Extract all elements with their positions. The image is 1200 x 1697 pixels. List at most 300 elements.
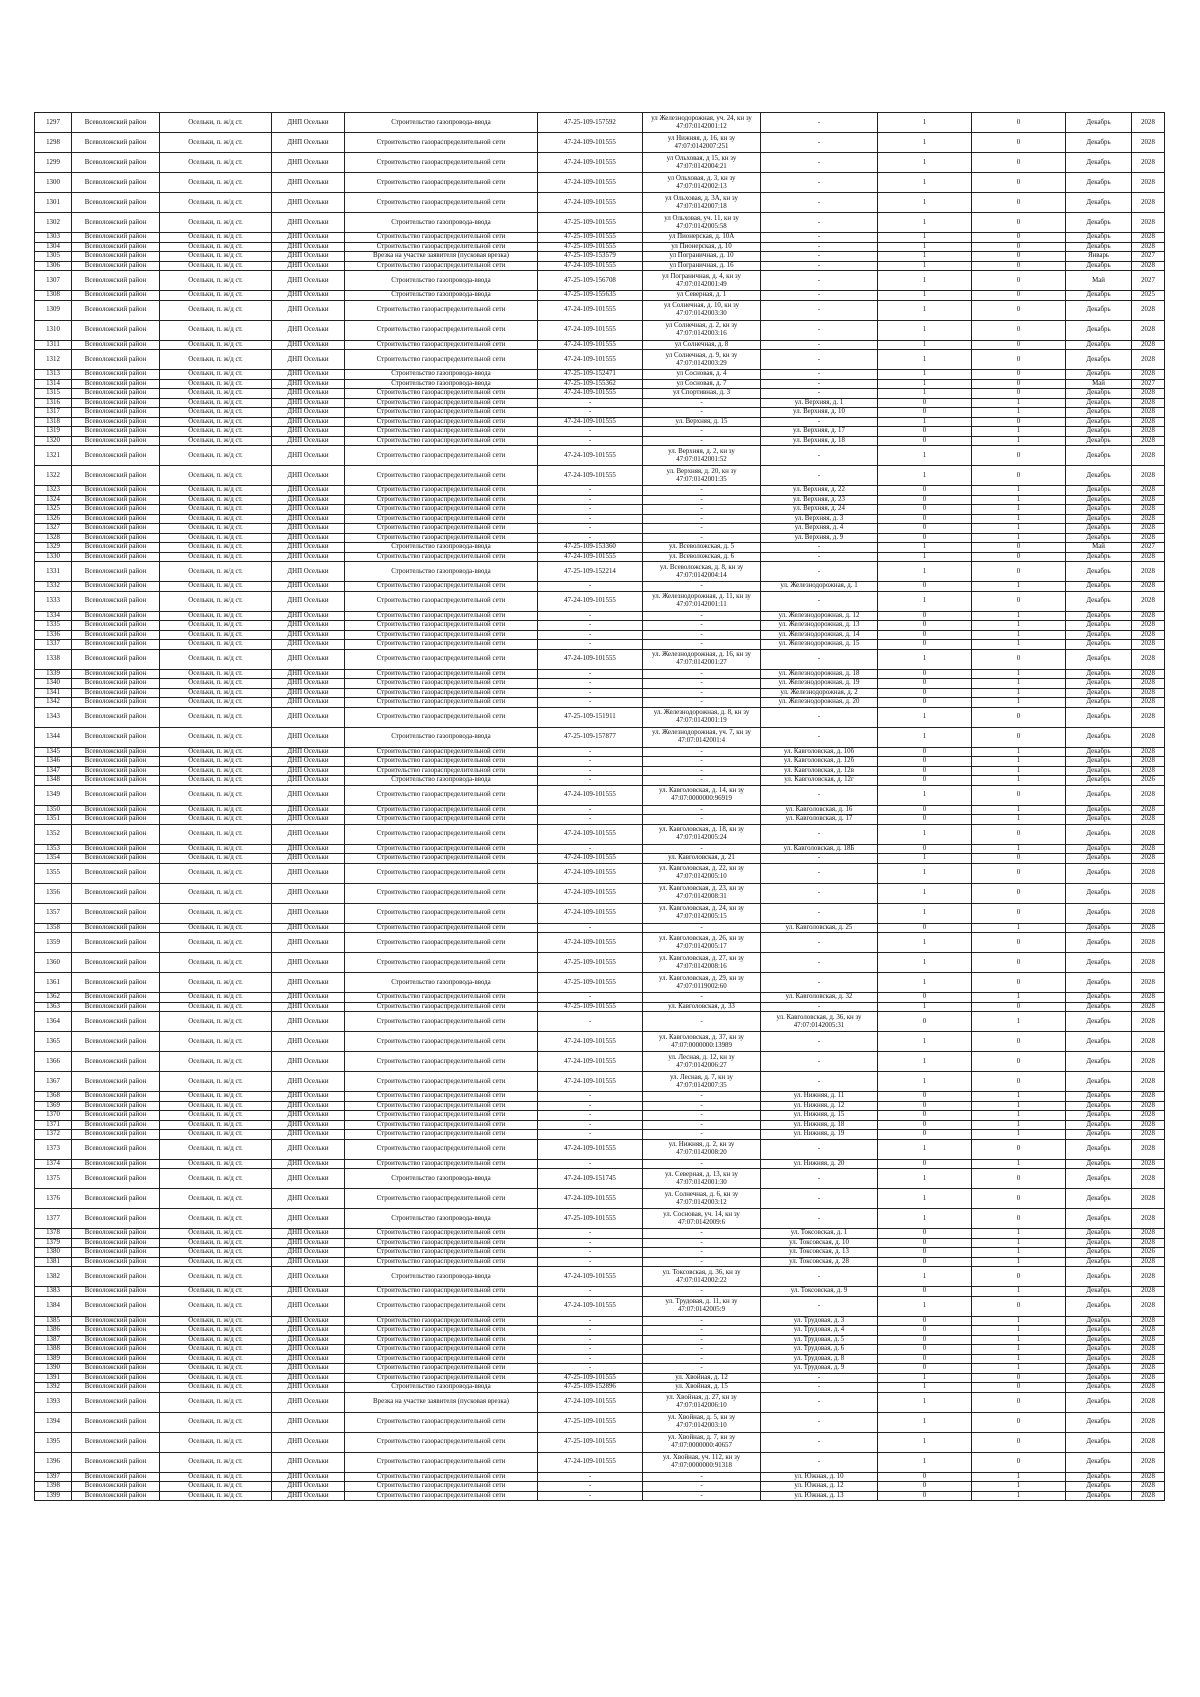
pending-address-cell: - xyxy=(761,261,878,271)
organization-cell: ДНП Осельки xyxy=(272,1139,345,1159)
year-cell: 2028 xyxy=(1132,1101,1165,1111)
row-number-cell: 1334 xyxy=(35,611,72,621)
connected-count-cell: 1 xyxy=(878,1373,972,1383)
table-row xyxy=(35,649,1165,669)
pending-address-cell: ул. Кавголовская, д. 12б xyxy=(761,757,878,767)
district-cell: Всеволожский район xyxy=(72,300,160,320)
month-cell: Декабрь xyxy=(1066,1392,1132,1412)
organization-cell: ДНП Осельки xyxy=(272,436,345,446)
connected-address-cell: ул. Токсовская, д. 36, кн зу 47:07:0142002:22 xyxy=(643,1267,761,1287)
settlement-cell: Осельки, п. ж/д ст. xyxy=(160,1345,272,1355)
year-cell: 2028 xyxy=(1132,1189,1165,1209)
work-type-cell: Строительство газораспределительной сети xyxy=(345,1052,538,1072)
pending-count-cell: 0 xyxy=(972,863,1066,883)
settlement-cell: Осельки, п. ж/д ст. xyxy=(160,582,272,592)
pending-count-cell: 1 xyxy=(972,1287,1066,1297)
pending-count-cell: 0 xyxy=(972,1032,1066,1052)
work-type-cell: Строительство газораспределительной сети xyxy=(345,785,538,805)
connected-address-cell: - xyxy=(643,1326,761,1336)
pending-count-cell: 0 xyxy=(972,370,1066,380)
district-cell: Всеволожский район xyxy=(72,398,160,408)
connected-count-cell: 1 xyxy=(878,1209,972,1229)
pending-count-cell: 1 xyxy=(972,1345,1066,1355)
pending-address-cell: - xyxy=(761,649,878,669)
contract-number-cell: - xyxy=(538,427,643,437)
connected-count-cell: 0 xyxy=(878,815,972,825)
connected-count-cell: 1 xyxy=(878,446,972,466)
connected-count-cell: 0 xyxy=(878,621,972,631)
contract-number-cell: - xyxy=(538,1491,643,1501)
connected-count-cell: 0 xyxy=(878,993,972,1003)
connected-count-cell: 0 xyxy=(878,436,972,446)
connected-count-cell: 1 xyxy=(878,933,972,953)
contract-number-cell: - xyxy=(538,640,643,650)
month-cell: Декабрь xyxy=(1066,446,1132,466)
contract-number-cell: 47-24-109-101555 xyxy=(538,863,643,883)
connected-count-cell: 1 xyxy=(878,242,972,252)
pending-count-cell: 0 xyxy=(972,1373,1066,1383)
connected-address-cell: - xyxy=(643,514,761,524)
connected-count-cell: 0 xyxy=(878,757,972,767)
work-type-cell: Строительство газораспределительной сети xyxy=(345,398,538,408)
contract-number-cell: - xyxy=(538,993,643,1003)
table-row xyxy=(35,340,1165,350)
work-type-cell: Строительство газопровода-ввода xyxy=(345,562,538,582)
year-cell: 2027 xyxy=(1132,271,1165,291)
month-cell: Декабрь xyxy=(1066,1373,1132,1383)
row-number-cell: 1362 xyxy=(35,993,72,1003)
connected-address-cell: - xyxy=(643,524,761,534)
connected-count-cell: 0 xyxy=(878,1092,972,1102)
pending-count-cell: 0 xyxy=(972,707,1066,727)
year-cell: 2028 xyxy=(1132,1373,1165,1383)
organization-cell: ДНП Осельки xyxy=(272,1012,345,1032)
work-type-cell: Строительство газораспределительной сети xyxy=(345,436,538,446)
contract-number-cell: 47-24-109-101555 xyxy=(538,649,643,669)
work-type-cell: Строительство газораспределительной сети xyxy=(345,261,538,271)
settlement-cell: Осельки, п. ж/д ст. xyxy=(160,1139,272,1159)
row-number-cell: 1325 xyxy=(35,505,72,515)
district-cell: Всеволожский район xyxy=(72,993,160,1003)
work-type-cell: Строительство газораспределительной сети xyxy=(345,1364,538,1374)
table-row xyxy=(35,291,1165,301)
organization-cell: ДНП Осельки xyxy=(272,514,345,524)
settlement-cell: Осельки, п. ж/д ст. xyxy=(160,679,272,689)
organization-cell: ДНП Осельки xyxy=(272,1238,345,1248)
row-number-cell: 1331 xyxy=(35,562,72,582)
settlement-cell: Осельки, п. ж/д ст. xyxy=(160,785,272,805)
pending-count-cell: 0 xyxy=(972,242,1066,252)
connected-count-cell: 1 xyxy=(878,1452,972,1472)
connected-address-cell: - xyxy=(643,698,761,708)
work-type-cell: Строительство газораспределительной сети xyxy=(345,1412,538,1432)
pending-count-cell: 1 xyxy=(972,582,1066,592)
pending-count-cell: 1 xyxy=(972,923,1066,933)
district-cell: Всеволожский район xyxy=(72,669,160,679)
contract-number-cell: 47-25-109-152214 xyxy=(538,562,643,582)
month-cell: Декабрь xyxy=(1066,300,1132,320)
pending-count-cell: 1 xyxy=(972,1159,1066,1169)
connected-address-cell: ул Ольховая, д 15, кн зу 47:07:0142004:21 xyxy=(643,153,761,173)
contract-number-cell: - xyxy=(538,1120,643,1130)
pending-address-cell: - xyxy=(761,233,878,243)
district-cell: Всеволожский район xyxy=(72,707,160,727)
organization-cell: ДНП Осельки xyxy=(272,591,345,611)
connected-address-cell: ул. Всеволожская, д. 5 xyxy=(643,543,761,553)
settlement-cell: Осельки, п. ж/д ст. xyxy=(160,766,272,776)
connected-count-cell: 0 xyxy=(878,408,972,418)
table-row xyxy=(35,611,1165,621)
year-cell: 2028 xyxy=(1132,1229,1165,1239)
district-cell: Всеволожский район xyxy=(72,582,160,592)
connected-address-cell: - xyxy=(643,1287,761,1297)
connected-count-cell: 1 xyxy=(878,591,972,611)
work-type-cell: Строительство газопровода-ввода xyxy=(345,973,538,993)
district-cell: Всеволожский район xyxy=(72,1169,160,1189)
pending-count-cell: 1 xyxy=(972,1130,1066,1140)
connected-count-cell: 1 xyxy=(878,785,972,805)
organization-cell: ДНП Осельки xyxy=(272,923,345,933)
contract-number-cell: - xyxy=(538,1012,643,1032)
settlement-cell: Осельки, п. ж/д ст. xyxy=(160,1111,272,1121)
year-cell: 2028 xyxy=(1132,621,1165,631)
month-cell: Декабрь xyxy=(1066,533,1132,543)
pending-count-cell: 1 xyxy=(972,611,1066,621)
year-cell: 2028 xyxy=(1132,1072,1165,1092)
organization-cell: ДНП Осельки xyxy=(272,1452,345,1472)
month-cell: Декабрь xyxy=(1066,261,1132,271)
work-type-cell: Строительство газопровода-ввода xyxy=(345,379,538,389)
month-cell: Декабрь xyxy=(1066,350,1132,370)
work-type-cell: Строительство газораспределительной сети xyxy=(345,1002,538,1012)
settlement-cell: Осельки, п. ж/д ст. xyxy=(160,640,272,650)
district-cell: Всеволожский район xyxy=(72,486,160,496)
table-row xyxy=(35,1130,1165,1140)
contract-number-cell: 47-24-109-101555 xyxy=(538,300,643,320)
pending-address-cell: ул. Токсовская, д. 1 xyxy=(761,1229,878,1239)
district-cell: Всеволожский район xyxy=(72,1383,160,1393)
district-cell: Всеволожский район xyxy=(72,1432,160,1452)
year-cell: 2028 xyxy=(1132,340,1165,350)
year-cell: 2028 xyxy=(1132,1472,1165,1482)
work-type-cell: Строительство газораспределительной сети xyxy=(345,698,538,708)
month-cell: Декабрь xyxy=(1066,727,1132,747)
row-number-cell: 1343 xyxy=(35,707,72,727)
pending-address-cell: - xyxy=(761,340,878,350)
row-number-cell: 1339 xyxy=(35,669,72,679)
pending-count-cell: 1 xyxy=(972,1238,1066,1248)
row-number-cell: 1320 xyxy=(35,436,72,446)
connected-address-cell: ул. Кавголовская, д. 33 xyxy=(643,1002,761,1012)
settlement-cell: Осельки, п. ж/д ст. xyxy=(160,747,272,757)
year-cell: 2028 xyxy=(1132,923,1165,933)
organization-cell: ДНП Осельки xyxy=(272,261,345,271)
table-row xyxy=(35,505,1165,515)
contract-number-cell: - xyxy=(538,1287,643,1297)
district-cell: Всеволожский район xyxy=(72,552,160,562)
organization-cell: ДНП Осельки xyxy=(272,669,345,679)
table-row xyxy=(35,1248,1165,1258)
district-cell: Всеволожский район xyxy=(72,153,160,173)
contract-number-cell: 47-25-109-157592 xyxy=(538,113,643,133)
connected-address-cell: ул Ольховая, уч. 11, кн зу 47:07:0142005:58 xyxy=(643,213,761,233)
connected-address-cell: ул. Лесная, д. 12, кн зу 47:07:0142006:27 xyxy=(643,1052,761,1072)
pending-address-cell: ул. Железнодорожная, д. 12 xyxy=(761,611,878,621)
table-row xyxy=(35,193,1165,213)
pending-address-cell: - xyxy=(761,370,878,380)
month-cell: Декабрь xyxy=(1066,113,1132,133)
pending-address-cell: - xyxy=(761,389,878,399)
pending-address-cell: - xyxy=(761,133,878,153)
connected-address-cell: - xyxy=(643,611,761,621)
organization-cell: ДНП Осельки xyxy=(272,1267,345,1287)
month-cell: Декабрь xyxy=(1066,611,1132,621)
table-row xyxy=(35,1111,1165,1121)
work-type-cell: Строительство газопровода-ввода xyxy=(345,291,538,301)
month-cell: Декабрь xyxy=(1066,1472,1132,1482)
district-cell: Всеволожский район xyxy=(72,591,160,611)
work-type-cell: Строительство газораспределительной сети xyxy=(345,1257,538,1267)
pending-count-cell: 1 xyxy=(972,805,1066,815)
settlement-cell: Осельки, п. ж/д ст. xyxy=(160,1412,272,1432)
month-cell: Декабрь xyxy=(1066,903,1132,923)
pending-address-cell: ул. Верхняя, д. 24 xyxy=(761,505,878,515)
organization-cell: ДНП Осельки xyxy=(272,903,345,923)
district-cell: Всеволожский район xyxy=(72,973,160,993)
district-cell: Всеволожский район xyxy=(72,524,160,534)
district-cell: Всеволожский район xyxy=(72,688,160,698)
pending-address-cell: - xyxy=(761,113,878,133)
pending-count-cell: 1 xyxy=(972,640,1066,650)
row-number-cell: 1389 xyxy=(35,1354,72,1364)
settlement-cell: Осельки, п. ж/д ст. xyxy=(160,649,272,669)
pending-address-cell: - xyxy=(761,300,878,320)
connected-address-cell: - xyxy=(643,436,761,446)
connected-count-cell: 1 xyxy=(878,291,972,301)
table-row xyxy=(35,436,1165,446)
table-row xyxy=(35,320,1165,340)
month-cell: Декабрь xyxy=(1066,591,1132,611)
year-cell: 2028 xyxy=(1132,233,1165,243)
pending-count-cell: 0 xyxy=(972,1452,1066,1472)
table-row xyxy=(35,252,1165,262)
table-row xyxy=(35,495,1165,505)
row-number-cell: 1313 xyxy=(35,370,72,380)
settlement-cell: Осельки, п. ж/д ст. xyxy=(160,1238,272,1248)
pending-count-cell: 0 xyxy=(972,1392,1066,1412)
row-number-cell: 1373 xyxy=(35,1139,72,1159)
pending-count-cell: 0 xyxy=(972,1072,1066,1092)
row-number-cell: 1361 xyxy=(35,973,72,993)
connected-count-cell: 0 xyxy=(878,1287,972,1297)
row-number-cell: 1372 xyxy=(35,1130,72,1140)
connected-count-cell: 0 xyxy=(878,1248,972,1258)
district-cell: Всеволожский район xyxy=(72,698,160,708)
table-row xyxy=(35,766,1165,776)
contract-number-cell: 47-24-109-101555 xyxy=(538,340,643,350)
organization-cell: ДНП Осельки xyxy=(272,883,345,903)
settlement-cell: Осельки, п. ж/д ст. xyxy=(160,953,272,973)
contract-number-cell: 47-25-109-151911 xyxy=(538,707,643,727)
row-number-cell: 1398 xyxy=(35,1482,72,1492)
pending-count-cell: 0 xyxy=(972,973,1066,993)
contract-number-cell: - xyxy=(538,669,643,679)
row-number-cell: 1322 xyxy=(35,466,72,486)
pending-address-cell: - xyxy=(761,417,878,427)
year-cell: 2028 xyxy=(1132,1120,1165,1130)
work-type-cell: Строительство газораспределительной сети xyxy=(345,1032,538,1052)
work-type-cell: Строительство газораспределительной сети xyxy=(345,611,538,621)
connected-address-cell: - xyxy=(643,923,761,933)
month-cell: Декабрь xyxy=(1066,1120,1132,1130)
table-row xyxy=(35,1002,1165,1012)
settlement-cell: Осельки, п. ж/д ст. xyxy=(160,688,272,698)
settlement-cell: Осельки, п. ж/д ст. xyxy=(160,844,272,854)
connected-count-cell: 0 xyxy=(878,495,972,505)
month-cell: Декабрь xyxy=(1066,213,1132,233)
month-cell: Декабрь xyxy=(1066,805,1132,815)
organization-cell: ДНП Осельки xyxy=(272,766,345,776)
table-row xyxy=(35,562,1165,582)
work-type-cell: Строительство газораспределительной сети xyxy=(345,707,538,727)
pending-address-cell: ул. Кавголовская, д. 12в xyxy=(761,766,878,776)
settlement-cell: Осельки, п. ж/д ст. xyxy=(160,1032,272,1052)
organization-cell: ДНП Осельки xyxy=(272,630,345,640)
row-number-cell: 1298 xyxy=(35,133,72,153)
work-type-cell: Строительство газораспределительной сети xyxy=(345,883,538,903)
pending-count-cell: 1 xyxy=(972,815,1066,825)
pending-count-cell: 0 xyxy=(972,1412,1066,1432)
year-cell: 2028 xyxy=(1132,1326,1165,1336)
table-row xyxy=(35,1296,1165,1316)
work-type-cell: Строительство газораспределительной сети xyxy=(345,1296,538,1316)
table-row xyxy=(35,1482,1165,1492)
work-type-cell: Строительство газопровода-ввода xyxy=(345,776,538,786)
row-number-cell: 1304 xyxy=(35,242,72,252)
table-row xyxy=(35,1267,1165,1287)
work-type-cell: Строительство газораспределительной сети xyxy=(345,1111,538,1121)
row-number-cell: 1357 xyxy=(35,903,72,923)
contract-number-cell: - xyxy=(538,1101,643,1111)
pending-address-cell: ул. Железнодорожная, д. 13 xyxy=(761,621,878,631)
pending-count-cell: 0 xyxy=(972,824,1066,844)
pending-address-cell: ул. Верхняя, д. 4 xyxy=(761,524,878,534)
organization-cell: ДНП Осельки xyxy=(272,953,345,973)
row-number-cell: 1340 xyxy=(35,679,72,689)
contract-number-cell: - xyxy=(538,1482,643,1492)
connected-address-cell: ул. Кавголовская, д. 18, кн зу 47:07:0142005:24 xyxy=(643,824,761,844)
connected-address-cell: ул. Кавголовская, д. 14, кн зу 47:07:0000000:96919 xyxy=(643,785,761,805)
connected-address-cell: - xyxy=(643,844,761,854)
year-cell: 2028 xyxy=(1132,417,1165,427)
pending-address-cell: ул. Нижняя, д. 19 xyxy=(761,1130,878,1140)
connected-address-cell: - xyxy=(643,747,761,757)
pending-count-cell: 0 xyxy=(972,466,1066,486)
settlement-cell: Осельки, п. ж/д ст. xyxy=(160,854,272,864)
organization-cell: ДНП Осельки xyxy=(272,1002,345,1012)
organization-cell: ДНП Осельки xyxy=(272,173,345,193)
table-row xyxy=(35,973,1165,993)
pending-count-cell: 1 xyxy=(972,427,1066,437)
district-cell: Всеволожский район xyxy=(72,1472,160,1482)
district-cell: Всеволожский район xyxy=(72,844,160,854)
year-cell: 2028 xyxy=(1132,486,1165,496)
organization-cell: ДНП Осельки xyxy=(272,1052,345,1072)
work-type-cell: Строительство газораспределительной сети xyxy=(345,552,538,562)
month-cell: Декабрь xyxy=(1066,193,1132,213)
district-cell: Всеволожский район xyxy=(72,1248,160,1258)
connected-count-cell: 0 xyxy=(878,747,972,757)
contract-number-cell: - xyxy=(538,630,643,640)
contract-number-cell: 47-25-109-101555 xyxy=(538,233,643,243)
row-number-cell: 1349 xyxy=(35,785,72,805)
year-cell: 2028 xyxy=(1132,698,1165,708)
connected-address-cell: - xyxy=(643,1257,761,1267)
contract-number-cell: - xyxy=(538,1229,643,1239)
pending-count-cell: 1 xyxy=(972,747,1066,757)
year-cell: 2028 xyxy=(1132,495,1165,505)
pending-count-cell: 0 xyxy=(972,933,1066,953)
settlement-cell: Осельки, п. ж/д ст. xyxy=(160,193,272,213)
district-cell: Всеволожский район xyxy=(72,1012,160,1032)
work-type-cell: Строительство газораспределительной сети xyxy=(345,193,538,213)
work-type-cell: Врезка на участке заявителя (пусковая врезка) xyxy=(345,252,538,262)
year-cell: 2028 xyxy=(1132,933,1165,953)
work-type-cell: Строительство газораспределительной сети xyxy=(345,1120,538,1130)
connected-count-cell: 1 xyxy=(878,193,972,213)
month-cell: Декабрь xyxy=(1066,582,1132,592)
settlement-cell: Осельки, п. ж/д ст. xyxy=(160,533,272,543)
district-cell: Всеволожский район xyxy=(72,514,160,524)
contract-number-cell: 47-25-109-101555 xyxy=(538,1002,643,1012)
organization-cell: ДНП Осельки xyxy=(272,611,345,621)
pending-count-cell: 0 xyxy=(972,446,1066,466)
table-row xyxy=(35,524,1165,534)
district-cell: Всеволожский район xyxy=(72,505,160,515)
pending-count-cell: 1 xyxy=(972,993,1066,1003)
district-cell: Всеволожский район xyxy=(72,1364,160,1374)
month-cell: Декабрь xyxy=(1066,785,1132,805)
year-cell: 2028 xyxy=(1132,973,1165,993)
year-cell: 2026 xyxy=(1132,776,1165,786)
contract-number-cell: 47-25-109-152896 xyxy=(538,1383,643,1393)
settlement-cell: Осельки, п. ж/д ст. xyxy=(160,320,272,340)
pending-count-cell: 0 xyxy=(972,649,1066,669)
pending-address-cell: ул. Железнодорожная, д. 20 xyxy=(761,698,878,708)
row-number-cell: 1341 xyxy=(35,688,72,698)
month-cell: Декабрь xyxy=(1066,398,1132,408)
connected-count-cell: 0 xyxy=(878,844,972,854)
work-type-cell: Строительство газораспределительной сети xyxy=(345,844,538,854)
pending-count-cell: 0 xyxy=(972,350,1066,370)
year-cell: 2028 xyxy=(1132,446,1165,466)
organization-cell: ДНП Осельки xyxy=(272,640,345,650)
connected-count-cell: 1 xyxy=(878,903,972,923)
connected-address-cell: - xyxy=(643,1354,761,1364)
month-cell: Декабрь xyxy=(1066,505,1132,515)
organization-cell: ДНП Осельки xyxy=(272,844,345,854)
work-type-cell: Строительство газораспределительной сети xyxy=(345,1072,538,1092)
month-cell: Декабрь xyxy=(1066,1052,1132,1072)
contract-number-cell: - xyxy=(538,621,643,631)
row-number-cell: 1371 xyxy=(35,1120,72,1130)
year-cell: 2028 xyxy=(1132,153,1165,173)
settlement-cell: Осельки, п. ж/д ст. xyxy=(160,486,272,496)
row-number-cell: 1323 xyxy=(35,486,72,496)
row-number-cell: 1351 xyxy=(35,815,72,825)
year-cell: 2028 xyxy=(1132,1287,1165,1297)
month-cell: Декабрь xyxy=(1066,1345,1132,1355)
